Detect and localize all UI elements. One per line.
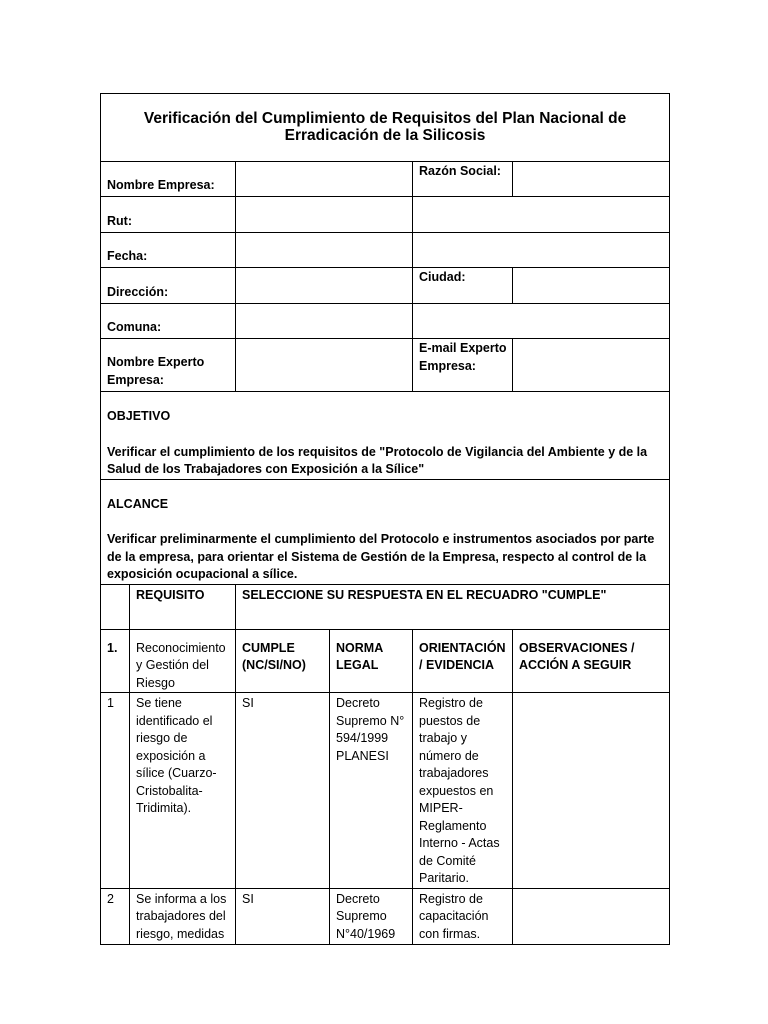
city-label: Ciudad: — [413, 268, 513, 304]
select-answer-header: SELECCIONE SU RESPUESTA EN EL RECUADRO "CUMPLE" — [236, 584, 670, 629]
date-label: Fecha: — [101, 233, 236, 268]
commune-row — [101, 304, 670, 339]
commune-label: Comuna: — [101, 304, 236, 339]
section-number: 1. — [101, 629, 130, 693]
commune-field[interactable] — [236, 304, 413, 339]
section-name: Reconocimiento y Gestión del Riesgo — [130, 629, 236, 693]
date-row — [101, 233, 670, 268]
row-number: 1 — [101, 693, 130, 889]
scope-text: Verificar preliminarmente el cumplimiento del Protocolo e instrumentos asociados por parte de la empresa, para orientar el Sistema de Gestión de la Empresa, respecto al control de la exposición ocupacional a sílice. — [107, 532, 655, 581]
company-name-row — [101, 162, 670, 197]
row-norma: Decreto Supremo N° 594/1999 PLANESI — [330, 693, 413, 889]
row-norma: Decreto Supremo N°40/1969 — [330, 888, 413, 944]
rut-extra-field[interactable] — [413, 197, 670, 233]
objective-text: Verificar el cumplimiento de los requisitos de "Protocolo de Vigilancia del Ambiente y de la Salud de los Trabajadores con Exposición a la Sílice" — [107, 444, 648, 476]
observaciones-header: OBSERVACIONES / ACCIÓN A SEGUIR — [513, 629, 670, 693]
row-cumple-field[interactable]: SI — [236, 693, 330, 889]
expert-name-field[interactable] — [236, 339, 413, 392]
objective-section — [101, 392, 670, 480]
scope-section — [101, 479, 670, 584]
commune-extra-field[interactable] — [413, 304, 670, 339]
date-extra-field[interactable] — [413, 233, 670, 268]
requirement-header-row — [101, 584, 670, 629]
norma-header: NORMA LEGAL — [330, 629, 413, 693]
business-name-label: Razón Social: — [413, 162, 513, 197]
address-label: Dirección: — [101, 268, 236, 304]
address-row — [101, 268, 670, 304]
row-orientacion: Registro de capacitación con firmas. — [413, 888, 513, 944]
company-name-field[interactable] — [236, 162, 413, 197]
objective-heading: OBJETIVO — [107, 409, 171, 423]
expert-row — [101, 339, 670, 392]
rut-row — [101, 197, 670, 233]
row-requirement: Se tiene identificado el riesgo de exposición a sílice (Cuarzo- Cristobalita- Tridimita). — [130, 693, 236, 889]
expert-email-label: E-mail Experto Empresa: — [413, 339, 513, 392]
city-field[interactable] — [513, 268, 670, 304]
expert-name-label: Nombre Experto Empresa: — [101, 339, 236, 392]
title-row — [101, 94, 670, 162]
scope-heading: ALCANCE — [107, 496, 169, 511]
rut-field[interactable] — [236, 197, 413, 233]
objective-row — [101, 392, 670, 480]
date-field[interactable] — [236, 233, 413, 268]
company-name-label: Nombre Empresa: — [101, 162, 236, 197]
expert-email-field[interactable] — [513, 339, 670, 392]
row-observaciones-field[interactable] — [513, 693, 670, 889]
cumple-header: CUMPLE (NC/SI/NO) — [236, 629, 330, 693]
row-orientacion: Registro de puestos de trabajo y número de trabajadores expuestos en MIPER- Reglamento Interno - Actas de Comité Paritario. — [413, 693, 513, 889]
row-requirement: Se informa a los trabajadores del riesgo, medidas — [130, 888, 236, 944]
business-name-field[interactable] — [513, 162, 670, 197]
section-header-row — [101, 629, 670, 693]
row-number: 2 — [101, 888, 130, 944]
verification-form-table — [100, 93, 670, 945]
rut-label: Rut: — [101, 197, 236, 233]
requirement-header-num — [101, 584, 130, 629]
address-field[interactable] — [236, 268, 413, 304]
scope-row — [101, 479, 670, 584]
orientacion-header: ORIENTACIÓN / EVIDENCIA — [413, 629, 513, 693]
row-observaciones-field[interactable] — [513, 888, 670, 944]
table-row — [101, 693, 670, 889]
row-cumple-field[interactable]: SI — [236, 888, 330, 944]
table-row — [101, 888, 670, 944]
requirement-header-label: REQUISITO — [130, 584, 236, 629]
document-title: Verificación del Cumplimiento de Requisitos del Plan Nacional de Erradicación de la Silicosis — [101, 94, 670, 162]
